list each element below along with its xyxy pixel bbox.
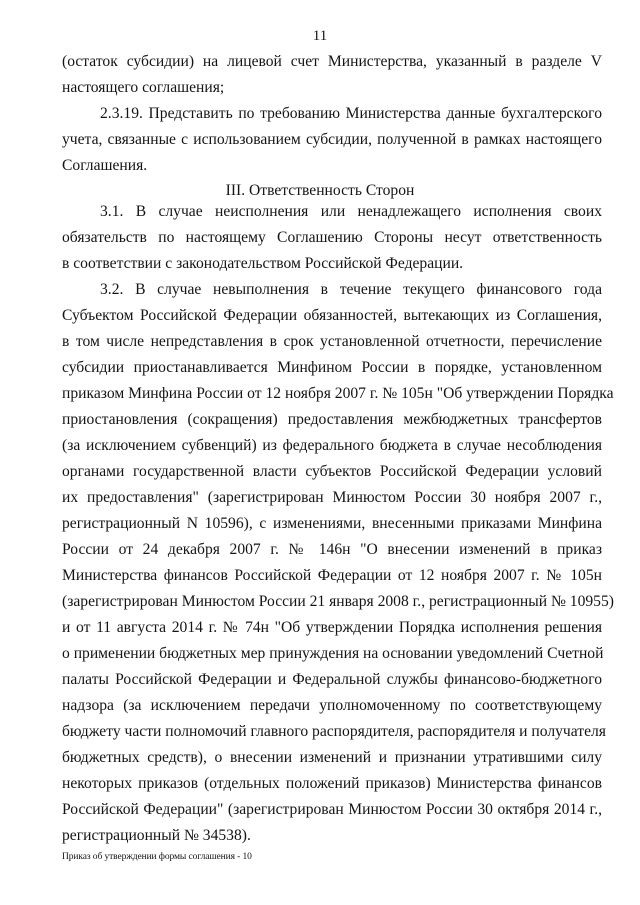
clause-3-2-line: приостановления (сокращения) предоставления межбюджетных трансфертов [62,411,602,428]
clause-3-2-line: Министерства финансов Российской Федерации от 12 ноября 2007 г. № 105н [62,567,602,584]
clause-3-2-line: России от 24 декабря 2007 г. № 146н "О внесении изменений в приказ [62,541,602,558]
clause-3-2-line: Российской Федерации" (зарегистрирован Минюстом России 30 октября 2014 г., [62,801,602,818]
clause-3-2-line: регистрационный N 10596), с изменениями, внесенными приказами Минфина [62,515,602,532]
clause-2-3-19-line: Соглашения. [62,157,148,174]
footer-note: Приказ об утверждении формы соглашения - 10 [62,852,252,862]
clause-3-2-line: (зарегистрирован Минюстом России 21 января 2008 г., регистрационный № 10955) [62,593,614,610]
clause-3-2-line: органами государственной власти субъектов Российской Федерации условий [62,463,602,480]
clause-3-1-line: 3.1. В случае неисполнения или ненадлежащего исполнения своих [100,203,602,220]
clause-3-1-line: в соответствии с законодательством Российской Федерации. [62,255,464,272]
clause-3-2-line: бюджетных средств), о внесении изменений и признании утратившими силу [62,749,602,766]
clause-3-2-line: некоторых приказов (отдельных положений приказов) Министерства финансов [62,775,602,792]
paragraph-line: настоящего соглашения; [62,79,225,96]
clause-3-2-line: 3.2. В случае невыполнения в течение текущего финансового года [100,281,602,298]
clause-3-2-line: о применении бюджетных мер принуждения на основании уведомлений Счетной [62,645,604,662]
clause-3-2-line: надзора (за исключением передачи уполномоченному по соответствующему [62,697,602,714]
clause-3-2-line: их предоставления" (зарегистрирован Минюстом России 30 ноября 2007 г., [62,489,602,506]
section-heading: III. Ответственность Сторон [225,182,415,199]
clause-3-2-line: бюджету части полномочий главного распорядителя, распорядителя и получателя [62,723,606,740]
clause-3-2-line: субсидии приостанавливается Минфином России в порядке, установленном [62,359,602,376]
clause-3-2-line: в том числе непредставления в срок установленной отчетности, перечисление [62,333,602,350]
clause-3-2-line: палаты Российской Федерации и Федеральной службы финансово-бюджетного [62,671,602,688]
page-number: 11 [312,28,328,44]
clause-3-2-line: приказом Минфина России от 12 ноября 2007 г. № 105н "Об утверждении Порядка [62,385,614,402]
clause-3-2-line: регистрационный № 34538). [62,827,251,844]
clause-3-1-line: обязательств по настоящему Соглашению Стороны несут ответственность [62,229,602,246]
clause-3-2-line: Субъектом Российской Федерации обязанностей, вытекающих из Соглашения, [62,307,602,324]
clause-3-2-line: и от 11 августа 2014 г. № 74н "Об утверждении Порядка исполнения решения [62,619,602,636]
clause-3-2-line: (за исключением субвенций) из федерального бюджета в случае несоблюдения [62,437,602,454]
clause-2-3-19-line: учета, связанные с использованием субсидии, полученной в рамках настоящего [62,131,602,148]
clause-2-3-19-line: 2.3.19. Представить по требованию Министерства данные бухгалтерского [100,105,602,122]
paragraph-line: (остаток субсидии) на лицевой счет Министерства, указанный в разделе V [62,53,602,70]
